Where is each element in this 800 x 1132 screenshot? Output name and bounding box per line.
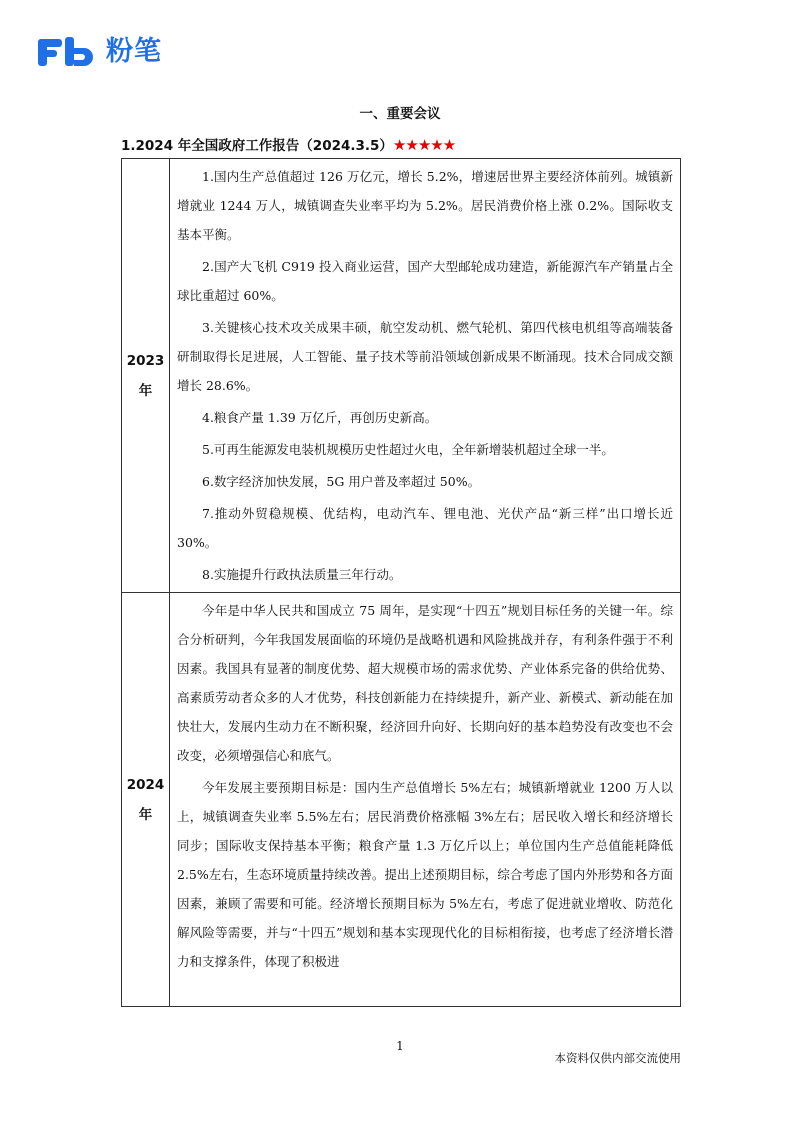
fenbi-logo-icon	[36, 35, 102, 69]
list-item: 1.国内生产总值超过 126 万亿元，增长 5.2%，增速居世界主要经济体前列。城镇新增就业 1244 万人，城镇调查失业率平均为 5.2%。居民消费价格上涨 0.2%。国际收支基本平衡。	[177, 169, 673, 242]
list-item: 2.国产大飞机 C919 投入商业运营，国产大型邮轮成功建造，新能源汽车产销量占全球比重超过 60%。	[177, 259, 673, 303]
list-item: 8.实施提升行政执法质量三年行动。	[202, 567, 402, 582]
list-item: 今年是中华人民共和国成立 75 周年，是实现“十四五”规划目标任务的关键一年。综合分析研判，今年我国发展面临的环境仍是战略机遇和风险挑战并存，有利条件强于不利因素。我国具有显著的制度优势、超大规模市场的需求优势、产业体系完备的供给优势、高素质劳动者众多的人才优势，科技创新能力在持续提升，新产业、新模式、新动能在加快壮大，发展内生动力在不断积聚，经济回升向好、长期向好的基本趋势没有改变也不会改变，必须增强信心和底气。	[177, 603, 673, 763]
list-item: 7.推动外贸稳规模、优结构，电动汽车、锂电池、光伏产品“新三样”出口增长近 30%。	[177, 506, 673, 550]
section-heading: 一、重要会议	[359, 106, 441, 122]
footer-note: 本资料仅供内部交流使用	[554, 1051, 681, 1065]
brand-logo	[36, 32, 162, 72]
list-item: 3.关键核心技术攻关成果丰硕，航空发动机、燃气轮机、第四代核电机组等高端装备研制取得长足进展，人工智能、量子技术等前沿领域创新成果不断涌现。技术合同成交额增长 28.6%。	[177, 320, 673, 393]
table-row	[122, 593, 681, 1007]
report-table	[121, 158, 681, 1007]
content-cell	[170, 593, 681, 1007]
brand-name: 粉笔	[106, 36, 162, 67]
list-item: 6.数字经济加快发展，5G 用户普及率超过 50%。	[202, 474, 481, 489]
year-label: 2023 年	[126, 352, 165, 399]
year-cell	[122, 159, 170, 593]
table-row	[122, 159, 681, 593]
report-title	[121, 134, 455, 154]
report-title-text: 1.2024 年全国政府工作报告（2024.3.5）	[121, 138, 393, 154]
year-cell	[122, 593, 170, 1007]
year-label: 2024 年	[126, 776, 165, 823]
list-item: 5.可再生能源发电装机规模历史性超过火电，全年新增装机超过全球一半。	[202, 442, 614, 457]
page-number: 1	[396, 1039, 404, 1053]
list-item: 4.粮食产量 1.39 万亿斤，再创历史新高。	[202, 410, 438, 425]
content-cell	[170, 159, 681, 593]
list-item: 今年发展主要预期目标是：国内生产总值增长 5%左右；城镇新增就业 1200 万人以上，城镇调查失业率 5.5%左右；居民消费价格涨幅 3%左右；居民收入增长和经济增长同步；国际收支保持基本平衡；粮食产量 1.3 万亿斤以上；单位国内生产总值能耗降低 2.5%左右，生态环境质量持续改善。提出上述预期目标，综合考虑了国内外形势和各方面因素，兼顾了需要和可能。经济增长预期目标为 5%左右，考虑了促进就业增收、防范化解风险等需要，并与“十四五”规划和基本实现现代化的目标相衔接，也考虑了经济增长潜力和支撑条件，体现了积极进	[177, 780, 673, 969]
importance-stars: ★★★★★	[392, 136, 456, 154]
